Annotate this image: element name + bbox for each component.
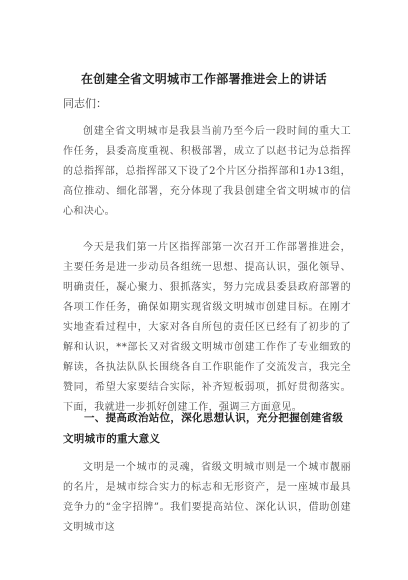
paragraph-2: 今天是我们第一片区指挥部第一次召开工作部署推进会，主要任务是进一步动员各组统一思想、提高认识，强化领导、明确责任，凝心聚力、狠抓落实，努力完成县委县政府部署的各项工作任务，确保如期实现省级文明城市创建目标。在刚才实地查看过程中，大家对各自所包的责任区已经有了初步的了解和认识，**部长又对省级文明城市创建工作作了专业细致的解读，各执法队队长围绕各自工作职能作了交流发言，我完全赞同，希望大家要结合实际，补齐短板弱项，抓好贯彻落实。下面，我就进一步抓好创建工作，强调三方面意见。 (63, 242, 351, 413)
document-title: 在创建全省文明城市工作部署推进会上的讲话 (80, 72, 327, 86)
salutation: 同志们： (63, 97, 107, 110)
paragraph-1: 创建全省文明城市是我县当前乃至今后一段时间的重大工作任务，县委高度重视、积极部署，成立了以赵书记为总指挥的总指挥部，总指挥部又下设了2个片区分指挥部和1办13组，高位推动、细化部署，充分体现了我县创建全省文明城市的信心和决心。 (63, 126, 351, 217)
paragraph-3: 文明是一个城市的灵魂，省级文明城市则是一个城市靓丽的名片，是城市综合实力的标志和无形资产，是一座城市最具竞争力的“金字招牌”。我们要提高站位、深化认识，借助创建文明城市这 (63, 462, 351, 533)
section-heading-1: 一、提高政治站位，深化思想认识，充分把握创建省级文明城市的重大意义 (63, 412, 344, 445)
